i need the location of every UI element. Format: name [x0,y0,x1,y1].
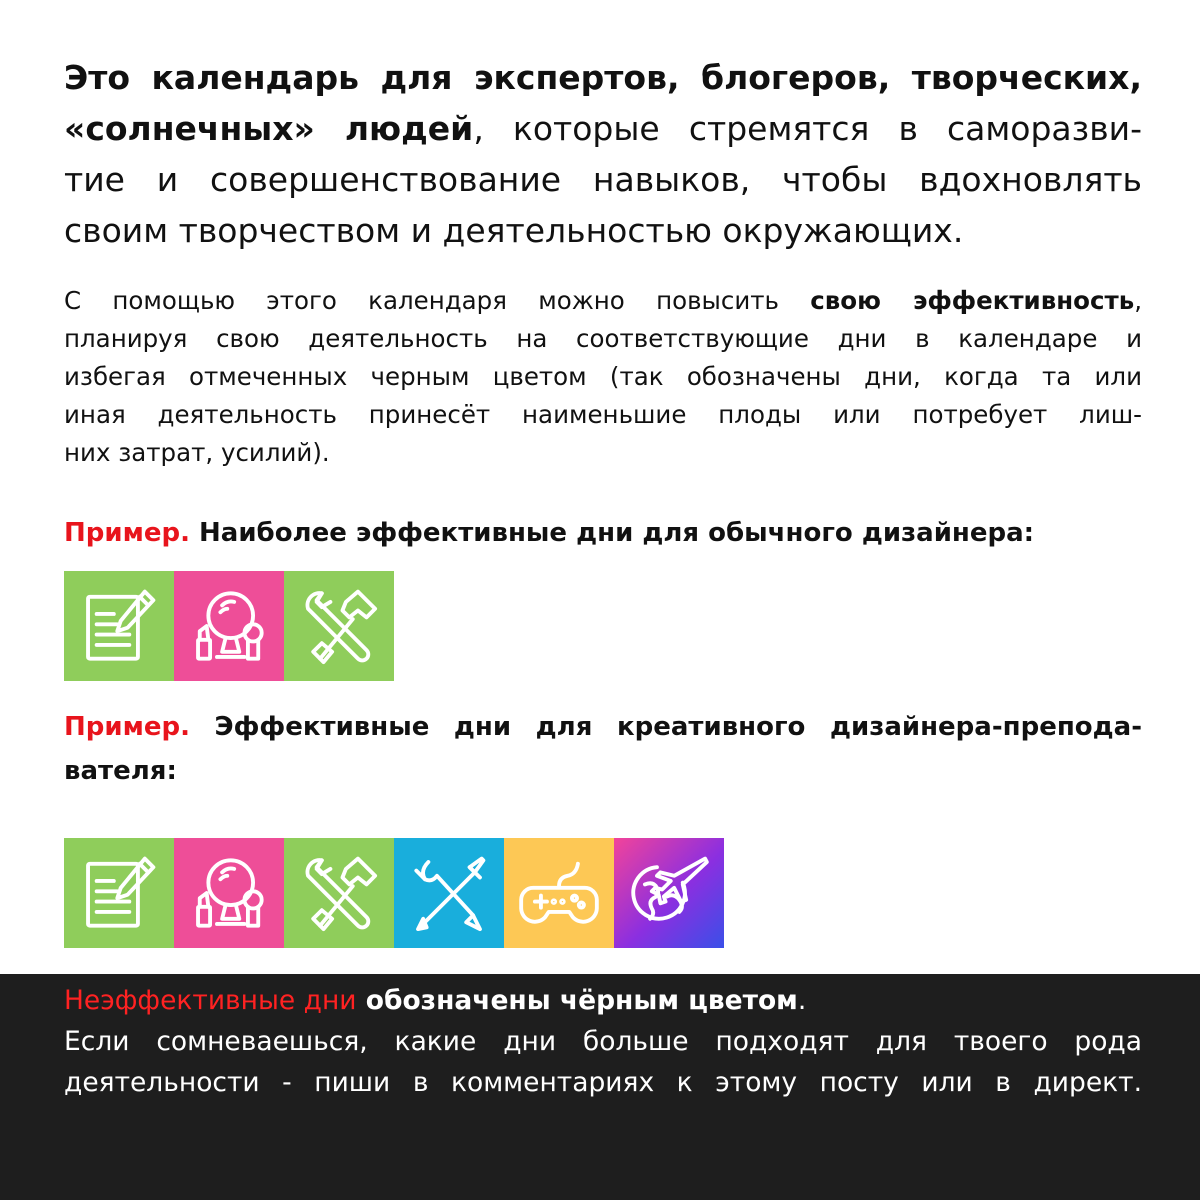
tile-wrench-hammer [284,838,394,948]
example-1-text: Наиболее эффективные дни для обычного дизайнера: [189,518,1035,548]
paragraph-line-1: С помощью этого календаря можно повысить свою эффективность, [64,286,1142,315]
brush-pencil-icon [406,850,492,936]
paragraph-line-2: планируя свою деятельность на соответствующие дни в календаре и [64,324,1142,353]
example-2-heading [64,705,1142,793]
document-pencil-icon [76,583,162,669]
footer-line-3: деятельности - пиши в комментариях к этому посту или в директ. [64,1067,1142,1098]
wrench-hammer-icon [296,583,382,669]
footer-line-1: Неэффективные дни обозначены чёрным цветом. [64,985,807,1016]
intro-line-1: Это календарь для экспертов, блогеров, творческих, [64,58,1142,97]
intro-line-3: тие и совершенствование навыков, чтобы вдохновлять [64,160,1142,199]
description-paragraph [64,282,1142,472]
intro-text [64,52,1142,256]
document-pencil-icon [76,850,162,936]
tile-globe-plane [614,838,724,948]
example-1-icons [64,571,394,681]
globe-plane-icon [626,850,712,936]
footer-line-2: Если сомневаешься, какие дни больше подходят для твоего рода [64,1026,1142,1057]
beauty-mirror-icon [186,850,272,936]
paragraph-line-5: них затрат, усилий). [64,438,330,467]
tile-gamepad [504,838,614,948]
example-2-line-1: Пример. Эффективные дни для креативного дизайнера-препода- [64,712,1142,742]
footer-bold-text: обозначены чёрным цветом [356,985,798,1016]
wrench-hammer-icon [296,850,382,936]
beauty-mirror-icon [186,583,272,669]
footer-red-text: Неэффективные дни [64,985,357,1016]
tile-wrench-hammer [284,571,394,681]
tile-beauty-mirror [174,838,284,948]
footer-text [64,980,1142,1103]
example-1-heading [64,513,1142,553]
gamepad-icon [516,850,602,936]
intro-line-4: своим творчеством и деятельностью окружающих. [64,211,964,250]
tile-document-pencil [64,571,174,681]
paragraph-line-4: иная деятельность принесёт наименьшие плоды или потребует лиш- [64,400,1142,429]
intro-line-2: «солнечных» людей, которые стремятся в саморазви- [64,109,1143,148]
tile-beauty-mirror [174,571,284,681]
example-1-label: Пример. [64,518,190,548]
example-2-label: Пример. [64,712,190,742]
example-2-icons [64,838,724,948]
tile-brush-pencil [394,838,504,948]
paragraph-line-3: избегая отмеченных черным цветом (так обозначены дни, когда та или [64,362,1142,391]
footer-panel [0,974,1200,1200]
example-2-line-2: вателя: [64,756,177,786]
tile-document-pencil [64,838,174,948]
